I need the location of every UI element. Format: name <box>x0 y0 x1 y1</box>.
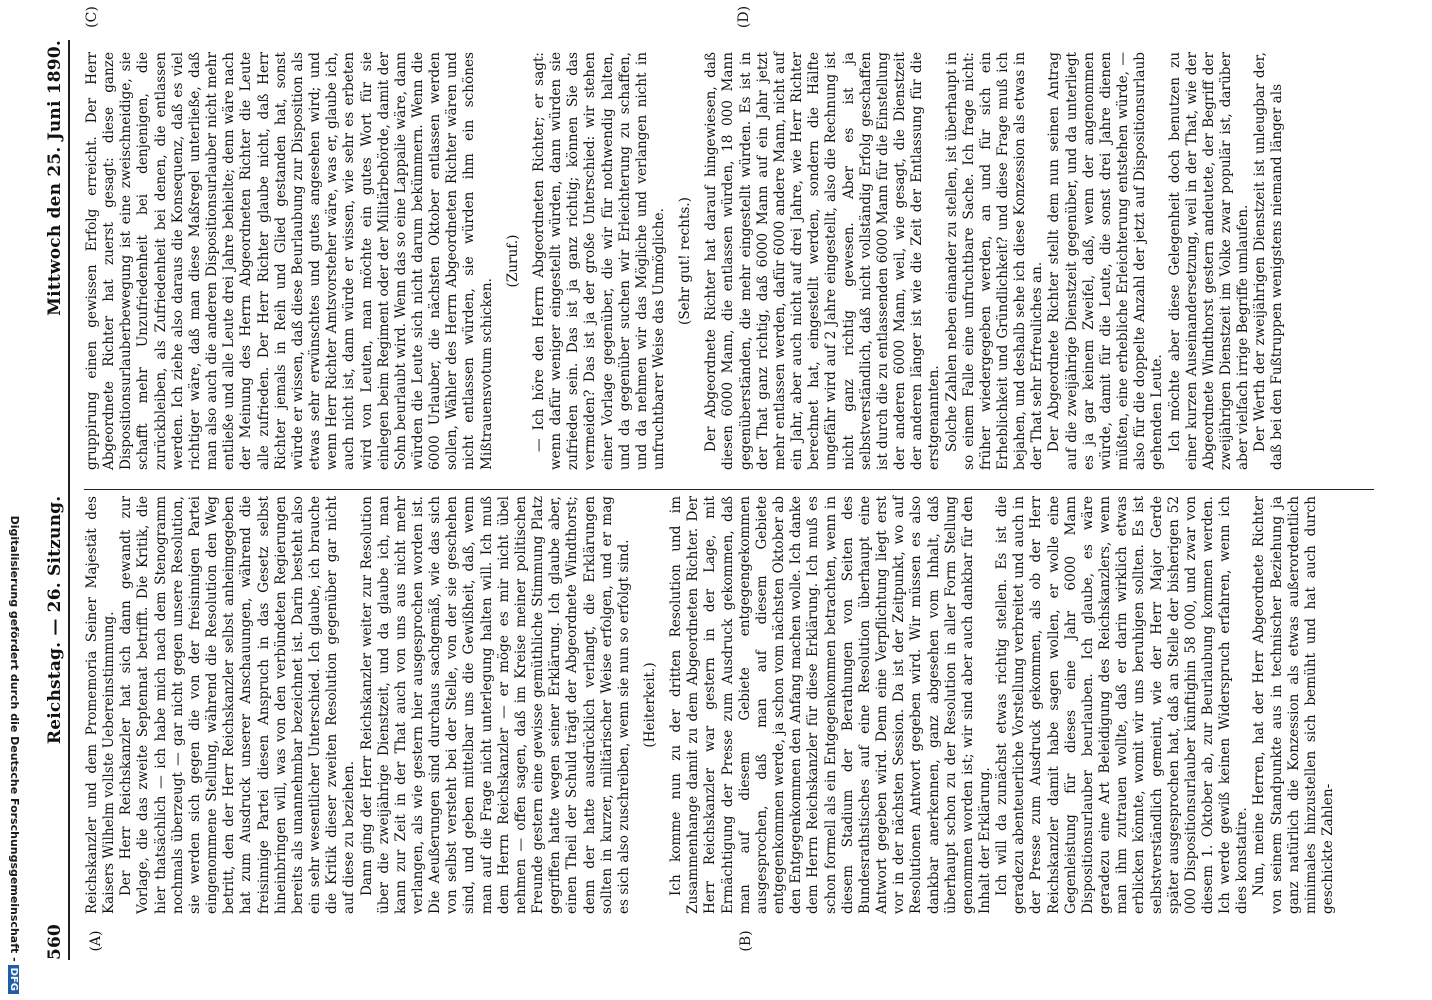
digitization-credit <box>8 4 21 994</box>
paragraph: gruppirung einen gewissen Erfolg erreicht. Der Herr Abgeordnete Richter hat zuerst gesagt: diese ganze Dispositionsurlauberbewegung ist eine zweischneidige, sie schafft mehr Unzufriedenheit bei denjenigen, die zurückbleiben, als Zufriedenheit bei denen, die entlassen werden. Ich ziehe also daraus die Konsequenz, daß es viel richtiger wäre, daß man diese Maßregel unterließe, daß man also auch die anderen Dispositionsurlauber nicht mehr entließe und alle Leute drei Jahre behielte; denn wäre nach der Meinung des Herrn Abgeordneten Richter die Leute alle zufrieden. Der Herr Richter glaube nicht, daß Herr Richter jemals in Reih und Glied gestanden hat, sonst würde er wissen, daß diese Beurlaubung zur Disposition als etwas sehr erwünschtes und gutes angesehen wird; und wenn Herr Richter Amtsvorsteher wäre, was er, glaube ich, auch nicht ist, dann würde er wissen, wie sehr es erbeten wird von Leuten, man möchte ein gutes Wort für sie einlegen beim Regiment oder der Militärbehörde, damit der Sohn beurlaubt wird. Wenn das so eine Lappalie wäre, dann würden die Leute sich nicht darum bekümmern. Wenn die 6000 Urlauber, die nächsten Oktober entlassen werden sollen, Wähler des Herrn Abgeordneten Richter wären und nicht entlassen würden, sie würden ihm ein schönes Mißtrauensvotum schicken. <box>84 52 495 470</box>
page-header <box>40 40 70 960</box>
paragraph: Der Abgeordnete Richter stellt dem nun seinen Antrag auf die zweijährige Dienstzeit gegenüber, und da unterliegt es ja gar keinem Zweifel, daß, wenn der angenommen würde, damit für die Leute, die sonst drei Jahre dienen müßten, eine erhebliche Erleichterung entstehen würde, — also für die doppelte Anzahl der jetzt auf Dispositionsurlaub gehenden Leute. <box>1046 52 1166 470</box>
paragraph: Dann ging der Herr Reichskanzler weiter zur Resolution über die zweijährige Dienstzeit, und da glaube ich, man kann zur Zeit in der That auch von uns aus nicht mehr verlangen, als wie gestern hier ausgesprochen worden ist. Die Aeußerungen sind durchaus sachgemäß, wie das sich von selbst versteht bei der Stelle, von der sie geschehen sind, und geben mittelbar uns die Gewißheit, daß, wenn man auf die Frage nicht unterlegung halten will. Ich muß dem Herrn Reichskanzler — er möge es mir nicht übel nehmen — offen sagen, daß im Kreise meiner politischen Freunde gestern eine gewisse gemüthliche Stimmung Platz gegriffen hatte wegen seiner Erklärung. Ich glaube aber, einen Theil der Schuld trägt der Abgeordnete Windthorst; denn der hatte ausdrücklich verlangt, die Erklärungen sollten in kurzer, militärischer Weise erfolgen, und er mag es sich also zuschreiben, wenn sie nun so erfolgt sind. <box>358 496 632 914</box>
margin-marker-c: (C) <box>84 6 100 28</box>
page-number: 560 <box>45 923 65 960</box>
margin-marker-b: (B) <box>738 930 754 952</box>
paragraph: Ich will da zunächst etwas richtig stellen. Es ist die geradezu abenteuerliche Vorstellung verbreitet und auch in der Presse zum Ausdruck gekommen, als ob der Herr Reichskanzler damit habe sagen wollen, er wolle eine Gegenleistung für dieses eine Jahr 6000 Mann Dispositionsurlauber beurlauben. Ich glaube, es wäre geradezu eine Art Beleidigung des Reichskanzlers, wenn man ihm zutrauen wollte, daß er darin wirklich etwas erblicken könnte, womit wir uns beruhigen sollten. Es ist selbstverständlich gemeint, wie der Herr Major Gerde später ausgesprochen hat, daß an Stelle der bisherigen 52 000 Dispositionsurlauber künftighin 58 000, und zwar von diesem 1. Oktober ab, zur Beurlaubung kommen werden. Ich werde gewiß keinen Widerspruch erfahren, wenn ich dies konstatire. <box>994 496 1251 914</box>
paragraph: — Ich höre den Herrn Abgeordneten Richter; er sagt: wenn dafür weniger eingestellt würden, dann würden sie zufrieden sein. Das ist ja ganz richtig; können Sie das vermeiden? Das ist ja der große Unterschied: wir stehen einer Vorlage gegenüber, die wir für nothwendig halten, und da gegenüber suchen wir Erleichterung zu schaffen, und da nehmen wir das Mögliche und verlangen nicht in unfruchtbarer Weise das Unmögliche. <box>530 52 667 470</box>
interjection: (Sehr gut! rechts.) <box>677 197 694 325</box>
session-title: Reichstag. — 26. Sitzung. <box>45 495 65 745</box>
interjection: (Zuruf.) <box>504 234 521 288</box>
interjection: (Heiterkeit.) <box>642 662 658 748</box>
paragraph: Solche Zahlen neben einander zu stellen, ist überhaupt in so einem Falle eine unfruchtbare Sache. Ich frage nicht: früher wiedergegeben werden, an und für sich ein Erheblichkeit und Gründlichkeit? und diese Frage muß ich bejahen, und deshalb sehe ich diese Konzession als etwas in der That sehr Erfreuliches an. <box>943 52 1046 470</box>
dfg-badge: DFG <box>8 965 19 994</box>
session-date: Mittwoch den 25. Juni 1890. <box>45 40 65 316</box>
right-column <box>84 52 1287 470</box>
left-column <box>84 496 1337 914</box>
column-divider <box>84 489 1374 490</box>
margin-marker-a: (A) <box>88 930 104 952</box>
paragraph: Nun, meine Herren, hat der Herr Abgeordnete Richter von seinem Standpunkte aus in technischer Beziehung ja ganz natürlich die Konzession als etwas außerordentlich minimales hinzustellen sich bemüht und hat auch durch geschickte Zahlen- <box>1251 496 1337 914</box>
paragraph: Ich komme nun zu der dritten Resolution und im Zusammenhange damit zu dem Abgeordneten Richter. Der Herr Reichskanzler war gestern in der Lage, mit Ermächtigung der Presse zum Ausdruck gekommen, daß man auf diesem Gebiete entgegengekommen ausgesprochen, daß man auf diesem Gebiete entgegenkommen werde, ja schon vom nächsten Oktober ab den Entgegenkommen den Anfang machen wolle. Ich danke dem Herrn Reichskanzler für diese Erklärung. Ich muß es schon formell als ein Entgegenkommen betrachten, wenn in diesem Stadium der Berathungen von Seiten des Bundesrathstisches auf eine Resolution überhaupt eine Antwort gegeben wird. Denn eine Verpflichtung liegt erst vor in der nächsten Session. Da ist der Zeitpunkt, wo auf Resolutionen Antwort gegeben wird. Wir müssen es also dankbar anerkennen, ganz abgesehen vom Inhalt, daß überhaupt schon zu der Resolution in aller Form Stellung genommen worden ist; wir sind aber auch dankbar für den Inhalt der Erklärung. <box>668 496 993 914</box>
credit-text: Digitalisierung gefördert durch die Deutsche Forschungsgemeinschaft - <box>8 515 21 962</box>
margin-marker-d: (D) <box>736 5 752 29</box>
paragraph: Ich möchte aber diese Gelegenheit doch benutzen zu einer kurzen Auseinandersetzung, weil in der That, wie der Abgeordnete Windthorst gestern andeutete, der Begriff der zweijährigen Dienstzeit im Volke zwar populär ist, darüber aber vielfach irrige Begriffe umlaufen. <box>1166 52 1252 470</box>
paragraph: Reichskanzler und dem Promemoria Seiner Majestät des Kaisers Wilhelm vollste Uebereinstimmung. <box>84 496 118 914</box>
paragraph: Der Herr Reichskanzler hat sich dann gewandt zur Vorlage, die das zweite Septennat betrifft. Die Kritik, die hier thatsächlich — ich habe mich nach dem Stenogramm nochmals überzeugt — gar nicht gegen unsere Resolution, sie werden sich gegen die von der freisinnigen Partei eingenommene Stellung, während die Resolution den Weg betritt, den der Herr Reichskanzler selbst anheimgegeben hat zum Ausdruck unserer Anschauungen, während die freisinnige Partei diesen Anspruch in das Gesetz selbst hineinbringen will, was von den verbündeten Regierungen bereits als unannehmbar bezeichnet ist. Darin besteht also ein sehr wesentlicher Unterschied. Ich glaube, ich brauche die Kritik dieser zweiten Resolution gegenüber gar nicht auf diese zu beziehen. <box>118 496 358 914</box>
paragraph: Der Abgeordnete Richter hat darauf hingewiesen, daß diesen 6000 Mann, die entlassen würden, 18 000 Mann gegenüberständen, die mehr eingestellt würden. Es ist in der That ganz richtig, daß 6000 Mann auf ein Jahr jetzt mehr entlassen werden, dafür 6000 andere Mann, nicht auf ein Jahr, aber auch nicht auf drei Jahre, wie Herr Richter berechnet hat, eingestellt werden, sondern die Hälfte ungefähr wird auf 2 Jahre eingestellt, also die Rechnung ist nicht ganz richtig gewesen. Aber es ist ja selbstverständlich, daß nicht vollständig Erfolg geschaffen ist durch die zu entlassenden 6000 Mann für die Einstellung der anderen 6000 Mann, weil, wie gesagt, die Dienstzeit der anderen länger ist wie die Zeit der Entlassung für die erstgenannten. <box>703 52 943 470</box>
paragraph: Der Werth der zweijährigen Dienstzeit ist unleugbar der, daß bei den Fußtruppen wenigstens niemand länger als <box>1252 52 1286 470</box>
